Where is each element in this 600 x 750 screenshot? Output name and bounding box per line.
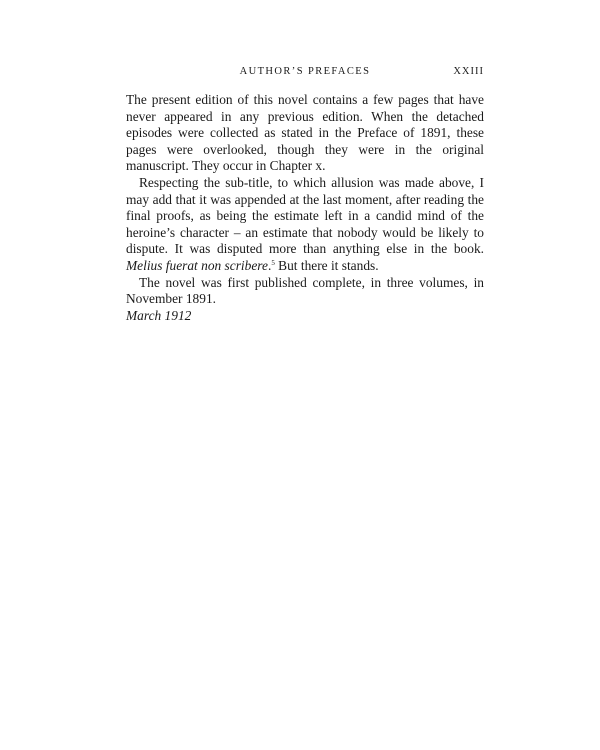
dateline: March 1912 — [126, 307, 192, 323]
period: . — [267, 257, 272, 273]
footnote-marker[interactable]: 5 — [271, 258, 275, 267]
paragraph-3: The novel was first published complete, in three volumes, in November 1891. — [126, 274, 484, 307]
paragraph-2 — [126, 175, 484, 275]
paragraph-1: The present edition of this novel contains a few pages that have never appeared in any previous edition. When the detached episodes were collected as stated in the Preface of 1891, these pages were overlooked, though they were in the original manuscript. They occur in Chapter x. — [126, 92, 484, 174]
paragraph-2-end: But there it stands. — [274, 257, 379, 273]
body-text — [126, 92, 484, 324]
latin-phrase: Melius fuerat non scribere — [126, 257, 268, 273]
running-header — [126, 66, 484, 82]
page-number: XXIII — [453, 66, 484, 77]
paragraph-2-text: Respecting the sub-title, to which allusion was made above, I may add that it was appended at the last moment, after reading the final proofs, as being the estimate left in a candid mind of the heroine’s character – an estimate that nobody would be likely to dispute. It was disputed more than anything else in the book. — [126, 174, 484, 257]
running-title: AUTHOR’S PREFACES — [239, 66, 371, 77]
